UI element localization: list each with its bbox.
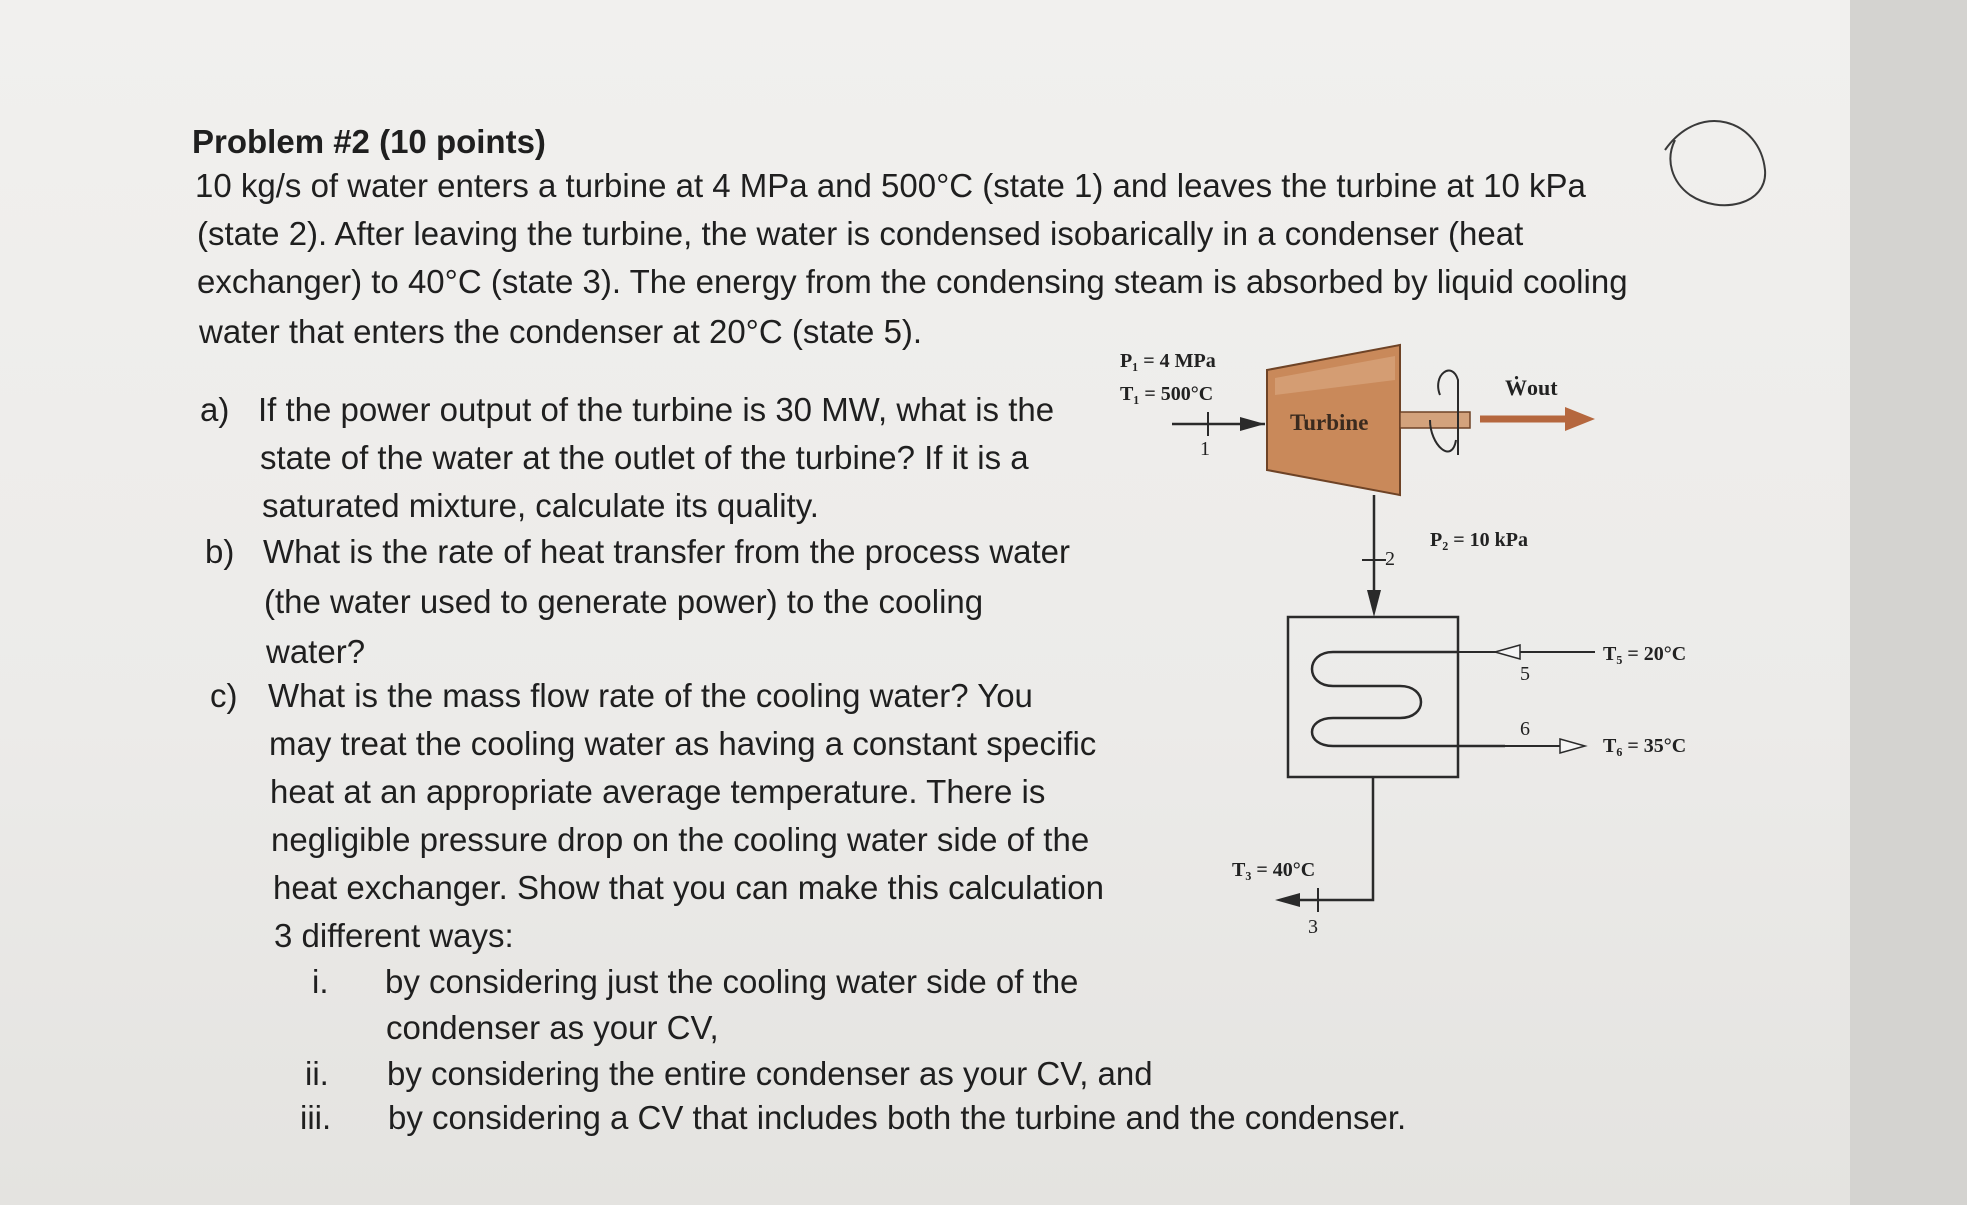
condenser-coil xyxy=(1312,652,1505,746)
intro-line-2: (state 2). After leaving the turbine, the water is condensed isobarically in a condenser (heat xyxy=(197,215,1524,252)
condenser-box xyxy=(1288,617,1458,777)
condenser-outlet-line xyxy=(1290,777,1373,900)
intro-line-4: water that enters the condenser at 20°C (state 5). xyxy=(199,313,923,350)
question-b-label: b) xyxy=(205,533,235,570)
question-c-label: c) xyxy=(210,677,238,714)
work-out-arrowhead xyxy=(1565,407,1595,431)
question-a-label: a) xyxy=(200,391,230,428)
turbine-shaft xyxy=(1400,412,1470,428)
question-c-line-2: may treat the cooling water as having a constant specific xyxy=(269,725,1097,762)
question-c-line-4: negligible pressure drop on the cooling water side of the xyxy=(271,821,1090,858)
subitem-iii-line-1: by considering a CV that includes both the turbine and the condenser. xyxy=(388,1099,1407,1136)
intro-line-1: 10 kg/s of water enters a turbine at 4 MPa and 500°C (state 1) and leaves the turbine at 10 kPa xyxy=(195,167,1586,204)
outlet-arrowhead xyxy=(1367,590,1381,617)
label-p2: P₂ = 10 kPa xyxy=(1430,529,1528,551)
question-b-line-2: (the water used to generate power) to the cooling xyxy=(264,583,984,620)
subitem-i-line-1: by considering just the cooling water side of the xyxy=(385,963,1079,1000)
question-c-line-1: What is the mass flow rate of the cooling water? You xyxy=(268,677,1033,714)
subitem-ii-label: ii. xyxy=(305,1055,329,1092)
inlet-arrowhead xyxy=(1240,417,1265,431)
intro-line-3: exchanger) to 40°C (state 3). The energy from the condensing steam is absorbed by liquid cooling xyxy=(197,263,1628,300)
question-c-line-6: 3 different ways: xyxy=(274,917,514,954)
label-t6: T₆ = 35°C xyxy=(1603,735,1687,757)
label-t3: T₃ = 40°C xyxy=(1232,859,1316,881)
label-state5: 5 xyxy=(1520,663,1530,685)
question-b-line-3: water? xyxy=(266,633,366,670)
label-state2: 2 xyxy=(1385,548,1395,570)
subitem-i-line-2: condenser as your CV, xyxy=(386,1009,719,1046)
subitem-i-label: i. xyxy=(312,963,329,1000)
pen-scribble xyxy=(1665,121,1765,205)
label-state3: 3 xyxy=(1308,916,1318,938)
subitem-iii-label: iii. xyxy=(300,1099,332,1136)
label-state1: 1 xyxy=(1200,438,1210,460)
label-turbine: Turbine xyxy=(1290,410,1369,435)
label-wout: Ẇout xyxy=(1505,375,1558,400)
question-a-line-3: saturated mixture, calculate its quality. xyxy=(262,487,819,524)
label-t5: T₅ = 20°C xyxy=(1603,643,1687,665)
coolant-inlet-arrowhead xyxy=(1495,645,1520,659)
coolant-outlet-arrowhead xyxy=(1560,739,1585,753)
label-p1: P₁ = 4 MPa xyxy=(1120,350,1216,372)
label-t1: T₁ = 500°C xyxy=(1120,383,1214,405)
condenser-outlet-arrowhead xyxy=(1275,893,1300,907)
question-a-line-1: If the power output of the turbine is 30 MW, what is the xyxy=(258,391,1055,428)
problem-title: Problem #2 (10 points) xyxy=(192,123,546,160)
question-b-line-1: What is the rate of heat transfer from the process water xyxy=(263,533,1071,570)
question-c-line-3: heat at an appropriate average temperature. There is xyxy=(270,773,1046,810)
label-state6: 6 xyxy=(1520,718,1530,740)
subitem-ii-line-1: by considering the entire condenser as your CV, and xyxy=(387,1055,1153,1092)
question-c-line-5: heat exchanger. Show that you can make this calculation xyxy=(273,869,1105,906)
question-a-line-2: state of the water at the outlet of the turbine? If it is a xyxy=(260,439,1029,476)
